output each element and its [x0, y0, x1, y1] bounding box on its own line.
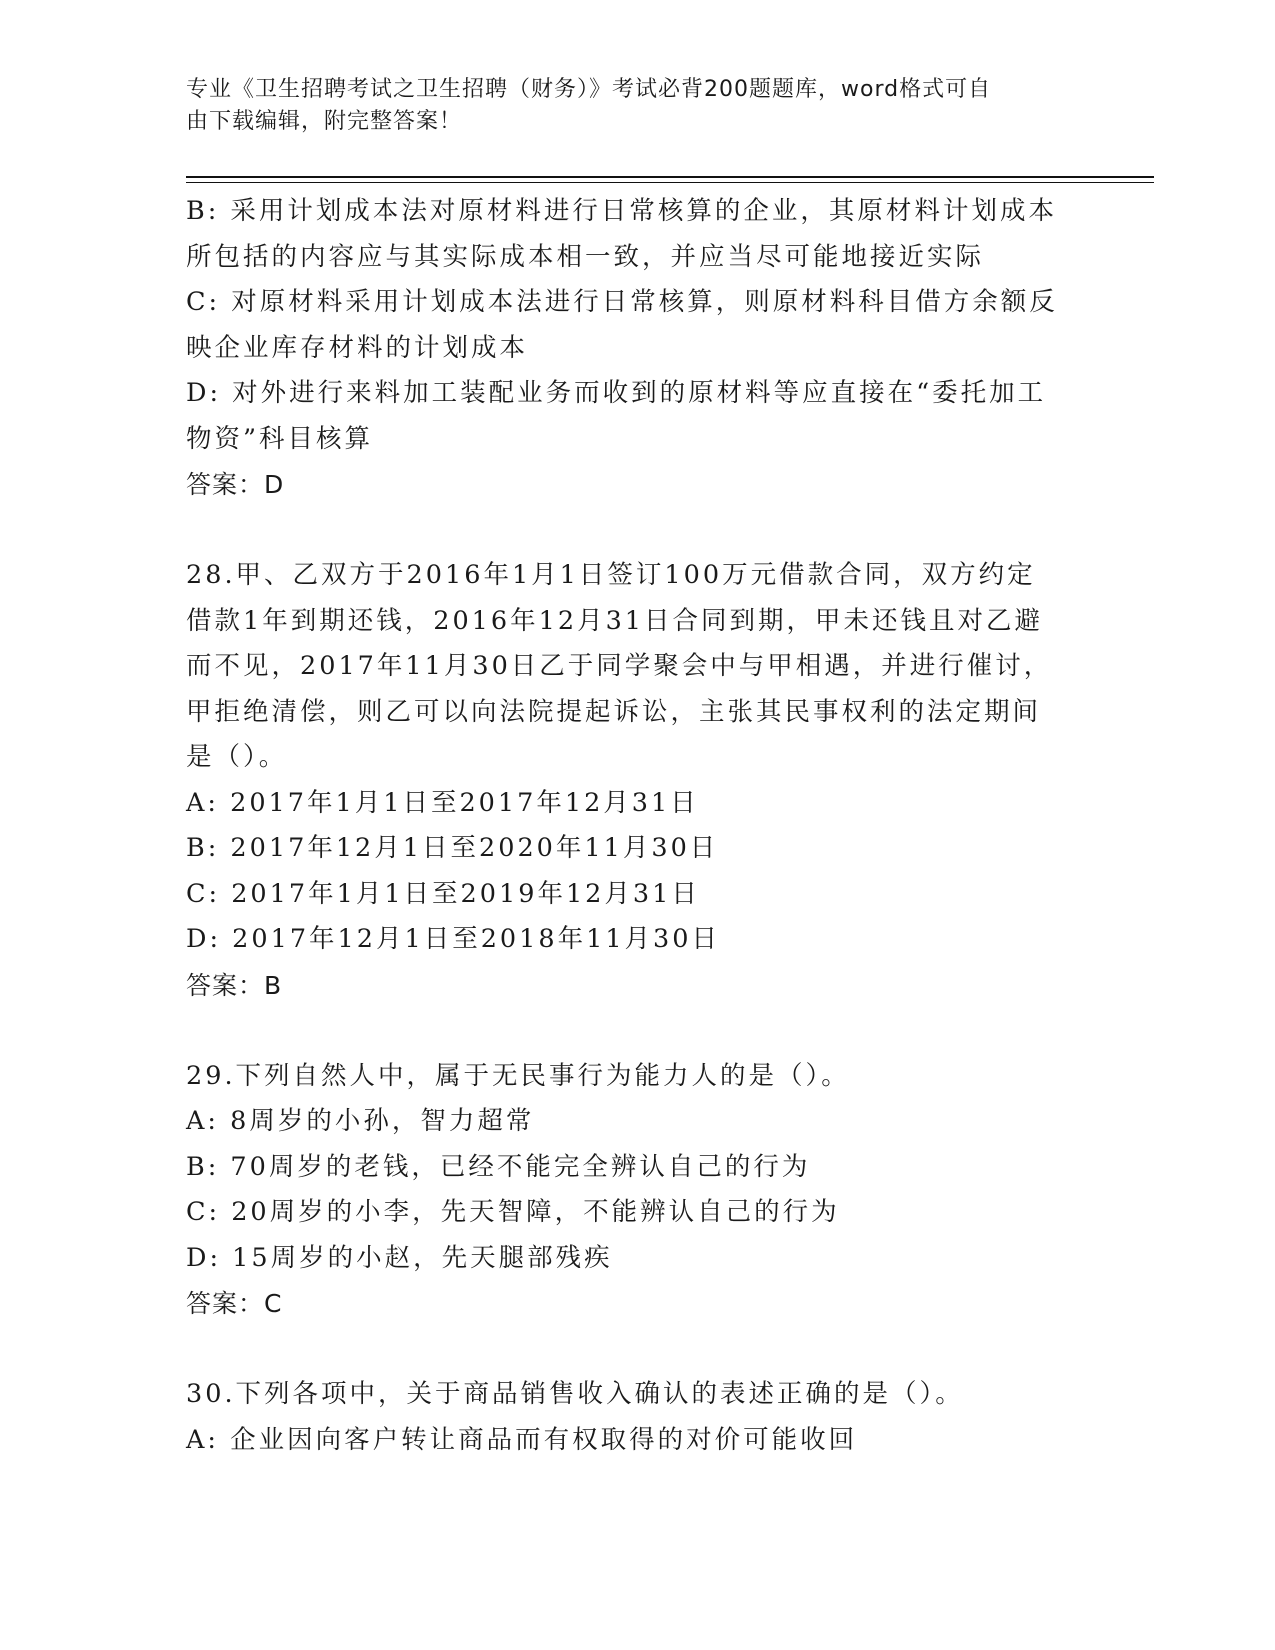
q30-option-a: A: 企业因向客户转让商品而有权取得的对价可能收回: [186, 1424, 858, 1455]
q29-option-a: A: 8周岁的小孙，智力超常: [186, 1106, 535, 1136]
header-line-2: 由下载编辑，附完整答案！: [186, 109, 463, 134]
q27-answer: 答案：D: [186, 470, 285, 499]
q30-stem: 30.下列各项中，关于商品销售收入确认的表述正确的是（）。: [186, 1379, 964, 1409]
document-header: [186, 74, 1076, 138]
q27-option-b-line-1: B: 采用计划成本法对原材料进行日常核算的企业，其原材料计划成本: [186, 196, 1057, 226]
spacer: [186, 1008, 1086, 1054]
q29-option-b: B: 70周岁的老钱，已经不能完全辨认自己的行为: [186, 1151, 811, 1182]
question-29: [186, 1054, 1086, 1327]
q29-answer: 答案：C: [186, 1289, 283, 1318]
q27-option-c-line-1: C: 对原材料采用计划成本法进行日常核算，则原材料科目借方余额反: [186, 287, 1058, 317]
q27-option-d-line-1: D: 对外进行来料加工装配业务而收到的原材料等应直接在“委托加工: [186, 378, 1047, 408]
spacer: [186, 1327, 1086, 1373]
document-body: [186, 189, 1086, 1463]
header-line-1: 专业《卫生招聘考试之卫生招聘（财务）》考试必背200题题库，word格式可自: [186, 77, 992, 102]
q28-option-b: B: 2017年12月1日至2020年11月30日: [186, 833, 719, 863]
q28-stem-line-2: 借款1年到期还钱，2016年12月31日合同到期，甲未还钱且对乙避: [186, 605, 1044, 636]
q28-stem-line-1: 28.甲、乙双方于2016年1月1日签订100万元借款合同，双方约定: [186, 560, 1036, 590]
header-divider-thick: [186, 176, 1154, 178]
q28-option-c: C: 2017年1月1日至2019年12月31日: [186, 878, 700, 909]
header-divider-thin: [186, 182, 1154, 183]
q27-option-d-line-2: 物资”科目核算: [186, 423, 374, 454]
q28-stem-line-4: 甲拒绝清偿，则乙可以向法院提起诉讼，主张其民事权利的法定期间: [186, 696, 1042, 727]
q27-option-c-line-2: 映企业库存材料的计划成本: [186, 332, 529, 363]
q28-answer: 答案：B: [186, 970, 283, 1000]
q29-stem: 29.下列自然人中，属于无民事行为能力人的是（）。: [186, 1060, 850, 1091]
q29-option-d: D: 15周岁的小赵，先天腿部残疾: [186, 1242, 613, 1273]
q28-stem-line-5: 是（）。: [186, 742, 288, 772]
spacer: [186, 508, 1086, 554]
q28-option-a: A: 2017年1月1日至2017年12月31日: [186, 787, 699, 818]
q29-option-c: C: 20周岁的小李，先天智障，不能辨认自己的行为: [186, 1197, 840, 1227]
question-28: [186, 553, 1086, 1008]
question-27: [186, 189, 1086, 508]
question-30: [186, 1372, 1086, 1463]
q27-option-b-line-2: 所包括的内容应与其实际成本相一致，并应当尽可能地接近实际: [186, 241, 985, 272]
q28-option-d: D: 2017年12月1日至2018年11月30日: [186, 924, 721, 954]
q28-stem-line-3: 而不见，2017年11月30日乙于同学聚会中与甲相遇，并进行催讨，: [186, 651, 1053, 681]
